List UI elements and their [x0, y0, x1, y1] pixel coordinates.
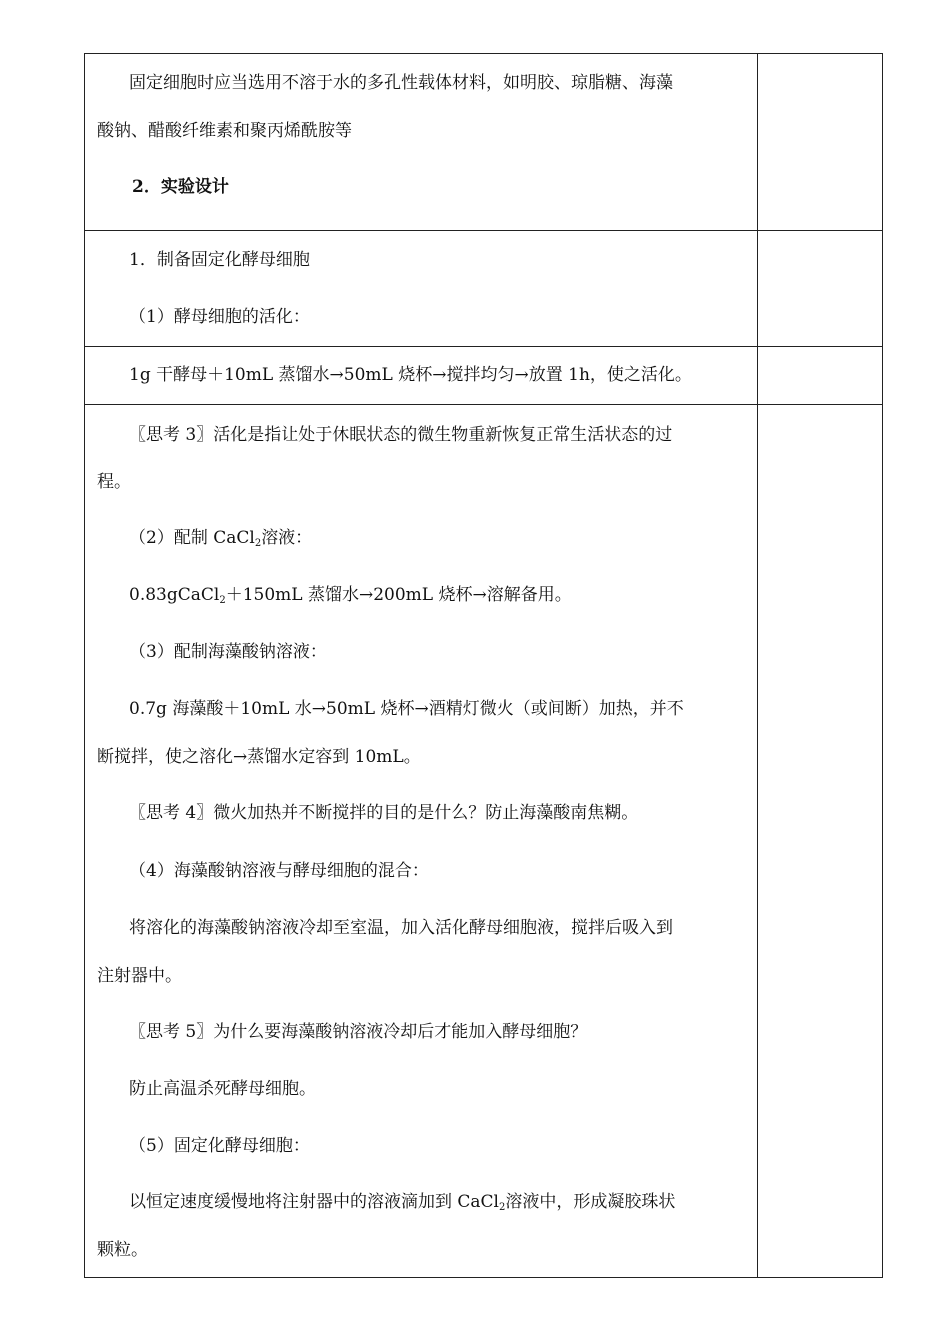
- sub-heading-1: （1）酵母细胞的活化：: [129, 307, 310, 327]
- think-4: 〖思考 4〗微火加热并不断搅拌的目的是什么？防止海藻酸南焦糊。: [129, 803, 639, 823]
- think-5-answer: 防止高温杀死酵母细胞。: [129, 1079, 316, 1099]
- row-divider: [85, 346, 882, 347]
- mix-step-line2: 注射器中。: [97, 966, 182, 986]
- paragraph-carrier-materials-line1: 固定细胞时应当选用不溶于水的多孔性载体材料，如明胶、琼脂糖、海藻: [129, 73, 673, 93]
- think-5: 〖思考 5〗为什么要海藻酸钠溶液冷却后才能加入酵母细胞？: [129, 1022, 588, 1042]
- activation-procedure: 1g 干酵母＋10mL 蒸馏水→50mL 烧杯→搅拌均匀→放置 1h，使之活化。: [129, 365, 692, 385]
- alginate-recipe-line1: 0.7g 海藻酸＋10mL 水→50mL 烧杯→酒精灯微火（或间断）加热，并不: [129, 699, 684, 719]
- think-3-line2: 程。: [97, 472, 131, 492]
- sub-heading-3: （3）配制海藻酸钠溶液：: [129, 642, 327, 662]
- content-table: [84, 53, 883, 1278]
- row-divider: [85, 404, 882, 405]
- mix-step-line1: 将溶化的海藻酸钠溶液冷却至室温，加入活化酵母细胞液，搅拌后吸入到: [129, 918, 673, 938]
- paragraph-carrier-materials-line2: 酸钠、醋酸纤维素和聚丙烯酰胺等: [97, 121, 352, 141]
- sub-heading-2: （2）配制 CaCl$_2$溶液：: [129, 528, 313, 549]
- think-3-line1: 〖思考 3〗活化是指让处于休眠状态的微生物重新恢复正常生活状态的过: [129, 425, 673, 445]
- cacl2-recipe: 0.83gCaCl$_2$＋150mL 蒸馏水→200mL 烧杯→溶解备用。: [129, 585, 572, 606]
- step-title: 1．制备固定化酵母细胞: [129, 250, 310, 270]
- sub-heading-5: （5）固定化酵母细胞：: [129, 1136, 310, 1156]
- final-step-line2: 颗粒。: [97, 1240, 148, 1260]
- sub-heading-4: （4）海藻酸钠溶液与酵母细胞的混合：: [129, 861, 429, 881]
- column-divider: [757, 54, 758, 1277]
- alginate-recipe-line2: 断搅拌，使之溶化→蒸馏水定容到 10mL。: [97, 747, 421, 767]
- section-heading: 2．实验设计: [132, 177, 229, 197]
- final-step-line1: 以恒定速度缓慢地将注射器中的溶液滴加到 CaCl$_2$溶液中，形成凝胶珠状: [129, 1192, 676, 1213]
- row-divider: [85, 230, 882, 231]
